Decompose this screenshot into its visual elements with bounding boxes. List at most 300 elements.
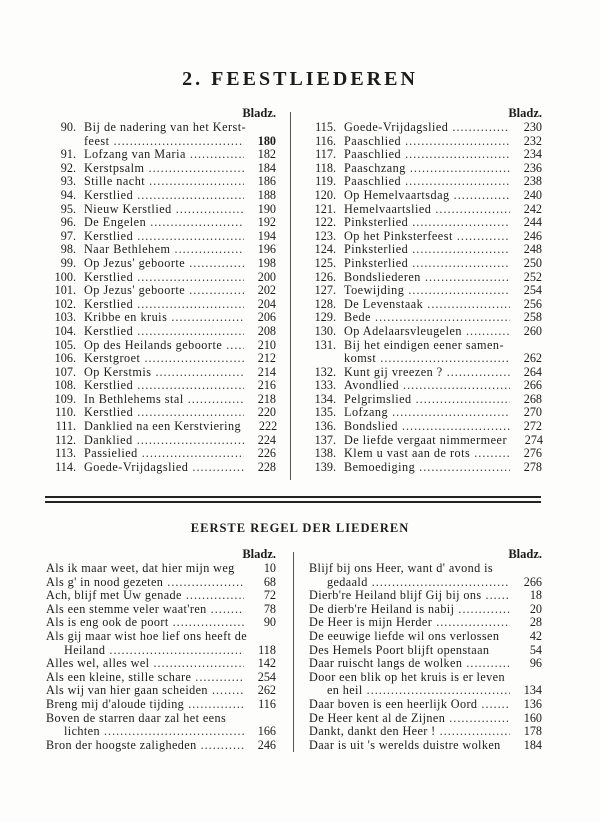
page-number: 278 bbox=[523, 459, 542, 474]
first-lines-right-column bbox=[309, 548, 542, 752]
page-column-header: Bladz. bbox=[508, 106, 542, 120]
page-number: 268 bbox=[523, 391, 542, 406]
song-number: 123. bbox=[314, 228, 336, 243]
page-number: 42 bbox=[529, 628, 542, 643]
page-number: 186 bbox=[257, 174, 276, 189]
toc-entry bbox=[304, 325, 542, 339]
entry-title: Alles wel, alles wel bbox=[46, 656, 150, 671]
toc-entry bbox=[304, 461, 542, 475]
entry-title: Kerstpsalm bbox=[84, 160, 145, 175]
page-number: 256 bbox=[523, 296, 542, 311]
page-number: 188 bbox=[257, 187, 276, 202]
entry-title: Breng mij d'aloude tijding bbox=[46, 696, 185, 711]
page-number: 118 bbox=[258, 642, 276, 657]
song-number: 127. bbox=[314, 283, 336, 298]
dot-leader bbox=[435, 203, 510, 217]
dot-leader bbox=[142, 447, 244, 461]
page-number: 262 bbox=[257, 683, 276, 698]
toc-entry bbox=[46, 576, 276, 590]
entry-title: Op Adelaarsvleugelen bbox=[344, 323, 462, 338]
page-number: 220 bbox=[257, 405, 276, 420]
page-number: 190 bbox=[257, 201, 276, 216]
entry-title: Daar boven is een heerlijk Oord bbox=[309, 696, 478, 711]
entry-title: Bede bbox=[344, 310, 372, 325]
toc-entry bbox=[304, 420, 542, 434]
toc-entry bbox=[304, 406, 542, 420]
page-number: 208 bbox=[257, 323, 276, 338]
entry-title: Bij de nadering van het Kerst- bbox=[84, 120, 247, 134]
first-lines-title: EERSTE REGEL DER LIEDEREN bbox=[190, 521, 410, 535]
first-lines-left-column bbox=[46, 548, 276, 752]
toc-entry bbox=[44, 366, 276, 380]
song-number: 103. bbox=[54, 310, 76, 325]
toc-entry bbox=[46, 698, 276, 712]
page-number: 246 bbox=[523, 228, 542, 243]
toc-entry bbox=[44, 189, 276, 203]
song-number: 136. bbox=[314, 419, 336, 434]
entry-title: Des Hemels Poort blijft openstaan bbox=[309, 642, 490, 657]
entry-title: Paaschzang bbox=[344, 160, 406, 175]
toc-entry bbox=[309, 739, 542, 753]
dot-leader bbox=[150, 216, 244, 230]
page-number: 68 bbox=[263, 574, 276, 589]
song-number: 139. bbox=[314, 459, 336, 474]
toc-entry bbox=[304, 216, 542, 230]
dot-leader bbox=[425, 271, 510, 285]
entry-title: Kerstlied bbox=[84, 296, 134, 311]
entry-title: Avondlied bbox=[344, 378, 400, 393]
entry-title: De Heer kent al de Zijnen bbox=[309, 710, 446, 725]
toc-entry bbox=[304, 230, 542, 244]
toc-entry bbox=[46, 630, 276, 644]
entry-title: Op Jezus' geboorte bbox=[84, 255, 186, 270]
feestliederen-right-column bbox=[304, 107, 542, 474]
toc-entry bbox=[309, 698, 542, 712]
page-number: 222 bbox=[258, 419, 278, 434]
song-number: 109. bbox=[54, 391, 76, 406]
entry-title: en heil bbox=[327, 683, 363, 698]
entry-title: Pinksterlied bbox=[344, 242, 409, 257]
toc-entry bbox=[44, 434, 276, 448]
dot-leader bbox=[412, 257, 510, 271]
page-number: 18 bbox=[529, 588, 542, 603]
dot-leader bbox=[189, 284, 244, 298]
toc-entry bbox=[46, 712, 276, 726]
page-number: 198 bbox=[257, 255, 276, 270]
dot-leader bbox=[372, 576, 510, 590]
entry-title: Nieuw Kerstlied bbox=[84, 201, 172, 216]
entry-title: Heiland bbox=[64, 642, 106, 657]
entry-title: Danklied na een Kerstviering bbox=[84, 419, 242, 434]
page-column-header: Bladz. bbox=[508, 547, 542, 561]
toc-entry bbox=[44, 447, 276, 461]
column-divider bbox=[293, 552, 294, 752]
toc-entry bbox=[44, 352, 276, 366]
dot-leader bbox=[440, 725, 510, 739]
toc-entry bbox=[44, 135, 276, 149]
page-number: 142 bbox=[257, 656, 276, 671]
toc-entry bbox=[309, 616, 542, 630]
page-number: 258 bbox=[523, 310, 542, 325]
toc-entry bbox=[44, 148, 276, 162]
dot-leader bbox=[211, 603, 244, 617]
entry-title: Pinksterlied bbox=[344, 215, 409, 230]
page-number: 166 bbox=[257, 724, 276, 739]
page-number: 90 bbox=[263, 615, 276, 630]
song-number: 94. bbox=[60, 187, 76, 202]
dot-leader bbox=[188, 698, 244, 712]
page-number: 234 bbox=[523, 147, 542, 162]
dot-leader bbox=[155, 366, 244, 380]
dot-leader bbox=[457, 230, 510, 244]
dot-leader bbox=[226, 339, 244, 353]
page-number: 204 bbox=[257, 296, 276, 311]
dot-leader bbox=[380, 352, 510, 366]
page-number: 54 bbox=[529, 642, 542, 657]
dot-leader bbox=[173, 616, 244, 630]
toc-entry bbox=[304, 298, 542, 312]
toc-entry bbox=[304, 175, 542, 189]
page-number: 196 bbox=[257, 242, 276, 257]
song-number: 104. bbox=[54, 323, 76, 338]
song-number: 93. bbox=[60, 174, 76, 189]
page-number: 192 bbox=[257, 215, 276, 230]
dot-leader bbox=[405, 148, 510, 162]
toc-entry bbox=[44, 257, 276, 271]
toc-entry bbox=[309, 657, 542, 671]
toc-entry bbox=[44, 230, 276, 244]
entry-title: Stille nacht bbox=[84, 174, 146, 189]
page-number: 248 bbox=[523, 242, 542, 257]
song-number: 116. bbox=[315, 133, 336, 148]
entry-title: Hemelvaartslied bbox=[344, 201, 432, 216]
song-number: 96. bbox=[60, 215, 76, 230]
toc-entry bbox=[304, 121, 542, 135]
page-number: 266 bbox=[523, 574, 542, 589]
column-divider bbox=[290, 112, 291, 480]
entry-title: Pinksterlied bbox=[344, 255, 409, 270]
entry-title: Dankt, dankt den Heer ! bbox=[309, 724, 436, 739]
toc-entry bbox=[309, 562, 542, 576]
entry-title: Op het Pinksterfeest bbox=[344, 228, 453, 243]
page-number: 136 bbox=[523, 696, 542, 711]
page-number: 274 bbox=[524, 432, 543, 447]
entry-title: feest bbox=[84, 133, 110, 148]
entry-title: Als g' in nood gezeten bbox=[46, 574, 164, 589]
entry-title: De eeuwige liefde wil ons verlossen bbox=[309, 628, 500, 643]
dot-leader bbox=[412, 216, 510, 230]
entry-title: Toewijding bbox=[344, 283, 405, 298]
song-number: 135. bbox=[314, 405, 336, 420]
song-number: 129. bbox=[314, 310, 336, 325]
page-number: 78 bbox=[263, 601, 276, 616]
page-number: 266 bbox=[523, 378, 542, 393]
page-number: 236 bbox=[523, 160, 542, 175]
dot-leader bbox=[454, 189, 510, 203]
song-number: 92. bbox=[60, 160, 76, 175]
page-column-header: Bladz. bbox=[242, 547, 276, 561]
song-number: 132. bbox=[314, 364, 336, 379]
entry-title: Kribbe en kruis bbox=[84, 310, 168, 325]
entry-title: gedaald bbox=[327, 574, 368, 589]
page-number: 254 bbox=[257, 669, 276, 684]
entry-title: Lofzang van Maria bbox=[84, 147, 186, 162]
page-number: 244 bbox=[523, 215, 542, 230]
toc-entry bbox=[44, 379, 276, 393]
page-number: 210 bbox=[257, 337, 276, 352]
song-number: 112. bbox=[55, 432, 76, 447]
entry-title: Als een kleine, stille schare bbox=[46, 669, 192, 684]
toc-entry bbox=[44, 203, 276, 217]
toc-entry bbox=[46, 657, 276, 671]
song-number: 90. bbox=[60, 120, 76, 134]
dot-leader bbox=[190, 148, 244, 162]
toc-entry bbox=[304, 148, 542, 162]
toc-entry bbox=[309, 576, 542, 590]
page-number: 202 bbox=[257, 283, 276, 298]
toc-entry bbox=[309, 712, 542, 726]
entry-title: Kerstlied bbox=[84, 228, 134, 243]
page-number: 134 bbox=[523, 683, 542, 698]
entry-title: Bij het eindigen eener samen- bbox=[344, 337, 505, 352]
dot-leader bbox=[109, 644, 244, 658]
dot-leader bbox=[405, 175, 510, 189]
toc-entry bbox=[304, 393, 542, 407]
page-number: 242 bbox=[523, 201, 542, 216]
entry-title: Als een stemme veler waat'ren bbox=[46, 601, 207, 616]
toc-entry bbox=[46, 589, 276, 603]
entry-title: Als wij van hier gaan scheiden bbox=[46, 683, 208, 698]
dot-leader bbox=[403, 379, 510, 393]
entry-title: De liefde vergaat nimmermeer bbox=[344, 432, 507, 447]
song-number: 133. bbox=[314, 378, 336, 393]
dot-leader bbox=[449, 712, 510, 726]
dot-leader bbox=[419, 461, 510, 475]
entry-title: Door een blik op het kruis is er leven bbox=[309, 669, 505, 684]
toc-entry bbox=[44, 121, 276, 135]
entry-title: Daar is uit 's werelds duistre wolken bbox=[309, 737, 501, 752]
entry-title: Goede-Vrijdagslied bbox=[344, 120, 449, 134]
page-number: 254 bbox=[523, 283, 542, 298]
song-number: 110. bbox=[55, 405, 76, 420]
entry-title: Bron der hoogste zaligheden bbox=[46, 737, 197, 752]
entry-title: Passielied bbox=[84, 446, 138, 461]
entry-title: Ach, blijf met Uw genade bbox=[46, 588, 182, 603]
entry-title: In Bethlehems stal bbox=[84, 391, 184, 406]
toc-entry bbox=[304, 434, 542, 448]
entry-title: Op Kerstmis bbox=[84, 364, 152, 379]
entry-title: Kerstlied bbox=[84, 187, 134, 202]
toc-entry bbox=[304, 352, 542, 366]
song-number: 121. bbox=[314, 201, 336, 216]
toc-entry bbox=[304, 203, 542, 217]
entry-title: Pelgrimslied bbox=[344, 391, 412, 406]
dot-leader bbox=[212, 684, 244, 698]
toc-entry bbox=[304, 271, 542, 285]
dot-leader bbox=[486, 589, 510, 603]
toc-entry bbox=[46, 739, 276, 753]
song-number: 128. bbox=[314, 296, 336, 311]
page-number: 178 bbox=[523, 724, 542, 739]
toc-entry bbox=[44, 461, 276, 475]
dot-leader bbox=[137, 406, 244, 420]
song-number: 118. bbox=[315, 160, 336, 175]
dot-leader bbox=[481, 698, 510, 712]
entry-title: Op des Heilands geboorte bbox=[84, 337, 223, 352]
dot-leader bbox=[175, 243, 244, 257]
entry-title: Paaschlied bbox=[344, 147, 402, 162]
toc-entry bbox=[44, 339, 276, 353]
entry-title: Naar Bethlehem bbox=[84, 242, 171, 257]
toc-entry bbox=[46, 684, 276, 698]
dot-leader bbox=[412, 243, 510, 257]
dot-leader bbox=[188, 393, 244, 407]
entry-title: Als ik maar weet, dat hier mijn weg bbox=[46, 561, 235, 575]
song-number: 99. bbox=[60, 255, 76, 270]
page-number: 28 bbox=[529, 615, 542, 630]
page-number: 272 bbox=[523, 419, 542, 434]
page-number: 216 bbox=[257, 378, 276, 393]
dot-leader bbox=[176, 203, 244, 217]
song-number: 120. bbox=[314, 187, 336, 202]
dot-leader bbox=[408, 284, 510, 298]
entry-title: Dierb're Heiland blijf Gij bij ons bbox=[309, 588, 482, 603]
toc-entry bbox=[304, 135, 542, 149]
page-number: 184 bbox=[523, 737, 542, 752]
entry-title: Kerstlied bbox=[84, 405, 134, 420]
page-number: 116 bbox=[258, 696, 276, 711]
song-number: 108. bbox=[54, 378, 76, 393]
toc-entry bbox=[309, 671, 542, 685]
page-number: 252 bbox=[523, 269, 542, 284]
toc-entry bbox=[44, 325, 276, 339]
toc-entry bbox=[304, 257, 542, 271]
song-number: 115. bbox=[315, 120, 336, 134]
entry-title: Blijf bij ons Heer, want d' avond is bbox=[309, 561, 494, 575]
dot-leader bbox=[137, 379, 244, 393]
page-number: 182 bbox=[257, 147, 276, 162]
toc-entry bbox=[44, 175, 276, 189]
dot-leader bbox=[137, 325, 244, 339]
toc-entry bbox=[44, 393, 276, 407]
double-rule-top bbox=[45, 496, 541, 498]
page-number: 232 bbox=[523, 133, 542, 148]
dot-leader bbox=[186, 589, 244, 603]
page-number: 212 bbox=[257, 351, 276, 366]
song-number: 114. bbox=[55, 459, 76, 474]
page-number: 260 bbox=[523, 323, 542, 338]
toc-entry bbox=[309, 603, 542, 617]
toc-entry bbox=[46, 644, 276, 658]
toc-entry bbox=[44, 406, 276, 420]
entry-title: Als gij maar wist hoe lief ons heeft de bbox=[46, 628, 248, 643]
entry-title: De dierb're Heiland is nabij bbox=[309, 601, 455, 616]
section-title: 2. FEESTLIEDEREN bbox=[182, 68, 418, 90]
toc-entry bbox=[46, 603, 276, 617]
page-number: 96 bbox=[529, 656, 542, 671]
toc-entry bbox=[304, 379, 542, 393]
page-number: 230 bbox=[523, 120, 542, 134]
page-number: 218 bbox=[257, 391, 276, 406]
dot-leader bbox=[137, 298, 244, 312]
toc-entry bbox=[44, 243, 276, 257]
dot-leader bbox=[104, 725, 244, 739]
page-number: 270 bbox=[523, 405, 542, 420]
entry-title: Op Jezus' geboorte bbox=[84, 283, 186, 298]
song-number: 91. bbox=[60, 147, 76, 162]
page-number: 180 bbox=[257, 133, 276, 148]
song-number: 126. bbox=[314, 269, 336, 284]
toc-entry bbox=[46, 671, 276, 685]
toc-entry bbox=[309, 630, 542, 644]
toc-entry bbox=[304, 243, 542, 257]
toc-entry bbox=[44, 284, 276, 298]
page-number: 228 bbox=[257, 459, 276, 474]
dot-leader bbox=[402, 420, 510, 434]
song-number: 101. bbox=[54, 283, 76, 298]
dot-leader bbox=[392, 406, 510, 420]
toc-entry bbox=[304, 162, 542, 176]
dot-leader bbox=[171, 311, 244, 325]
entry-title: Kerstlied bbox=[84, 269, 134, 284]
entry-title: Danklied bbox=[84, 432, 133, 447]
dot-leader bbox=[367, 684, 510, 698]
dot-leader bbox=[458, 603, 510, 617]
dot-leader bbox=[144, 352, 244, 366]
song-number: 106. bbox=[54, 351, 76, 366]
entry-title: Paaschlied bbox=[344, 133, 402, 148]
entry-title: Bondslied bbox=[344, 419, 398, 434]
dot-leader bbox=[410, 162, 510, 176]
dot-leader bbox=[405, 135, 510, 149]
song-number: 130. bbox=[314, 323, 336, 338]
song-number: 102. bbox=[54, 296, 76, 311]
toc-entry bbox=[309, 589, 542, 603]
dot-leader bbox=[149, 175, 244, 189]
song-number: 137. bbox=[314, 432, 336, 447]
song-number: 134. bbox=[314, 391, 336, 406]
page-number: 206 bbox=[257, 310, 276, 325]
song-number: 113. bbox=[55, 446, 76, 461]
dot-leader bbox=[137, 230, 244, 244]
dot-leader bbox=[452, 121, 510, 135]
entry-title: Op Hemelvaartsdag bbox=[344, 187, 450, 202]
dot-leader bbox=[137, 189, 244, 203]
page-number: 226 bbox=[257, 446, 276, 461]
toc-entry bbox=[304, 284, 542, 298]
entry-title: Kerstlied bbox=[84, 378, 134, 393]
entry-title: Boven de starren daar zal het eens bbox=[46, 710, 227, 725]
entry-title: komst bbox=[344, 351, 377, 366]
page-number: 184 bbox=[257, 160, 276, 175]
toc-entry bbox=[44, 162, 276, 176]
entry-title: lichten bbox=[64, 724, 100, 739]
entry-title: Als is eng ook de poort bbox=[46, 615, 169, 630]
song-number: 131. bbox=[314, 337, 336, 352]
dot-leader bbox=[466, 657, 510, 671]
dot-leader bbox=[192, 461, 244, 475]
dot-leader bbox=[195, 671, 244, 685]
song-number: 95. bbox=[60, 201, 76, 216]
toc-entry bbox=[44, 420, 276, 434]
toc-entry bbox=[46, 616, 276, 630]
entry-title: Kunt gij vreezen ? bbox=[344, 364, 443, 379]
song-number: 107. bbox=[54, 364, 76, 379]
song-number: 119. bbox=[315, 174, 336, 189]
page-number: 214 bbox=[257, 364, 276, 379]
dot-leader bbox=[466, 325, 510, 339]
entry-title: Bemoediging bbox=[344, 459, 416, 474]
